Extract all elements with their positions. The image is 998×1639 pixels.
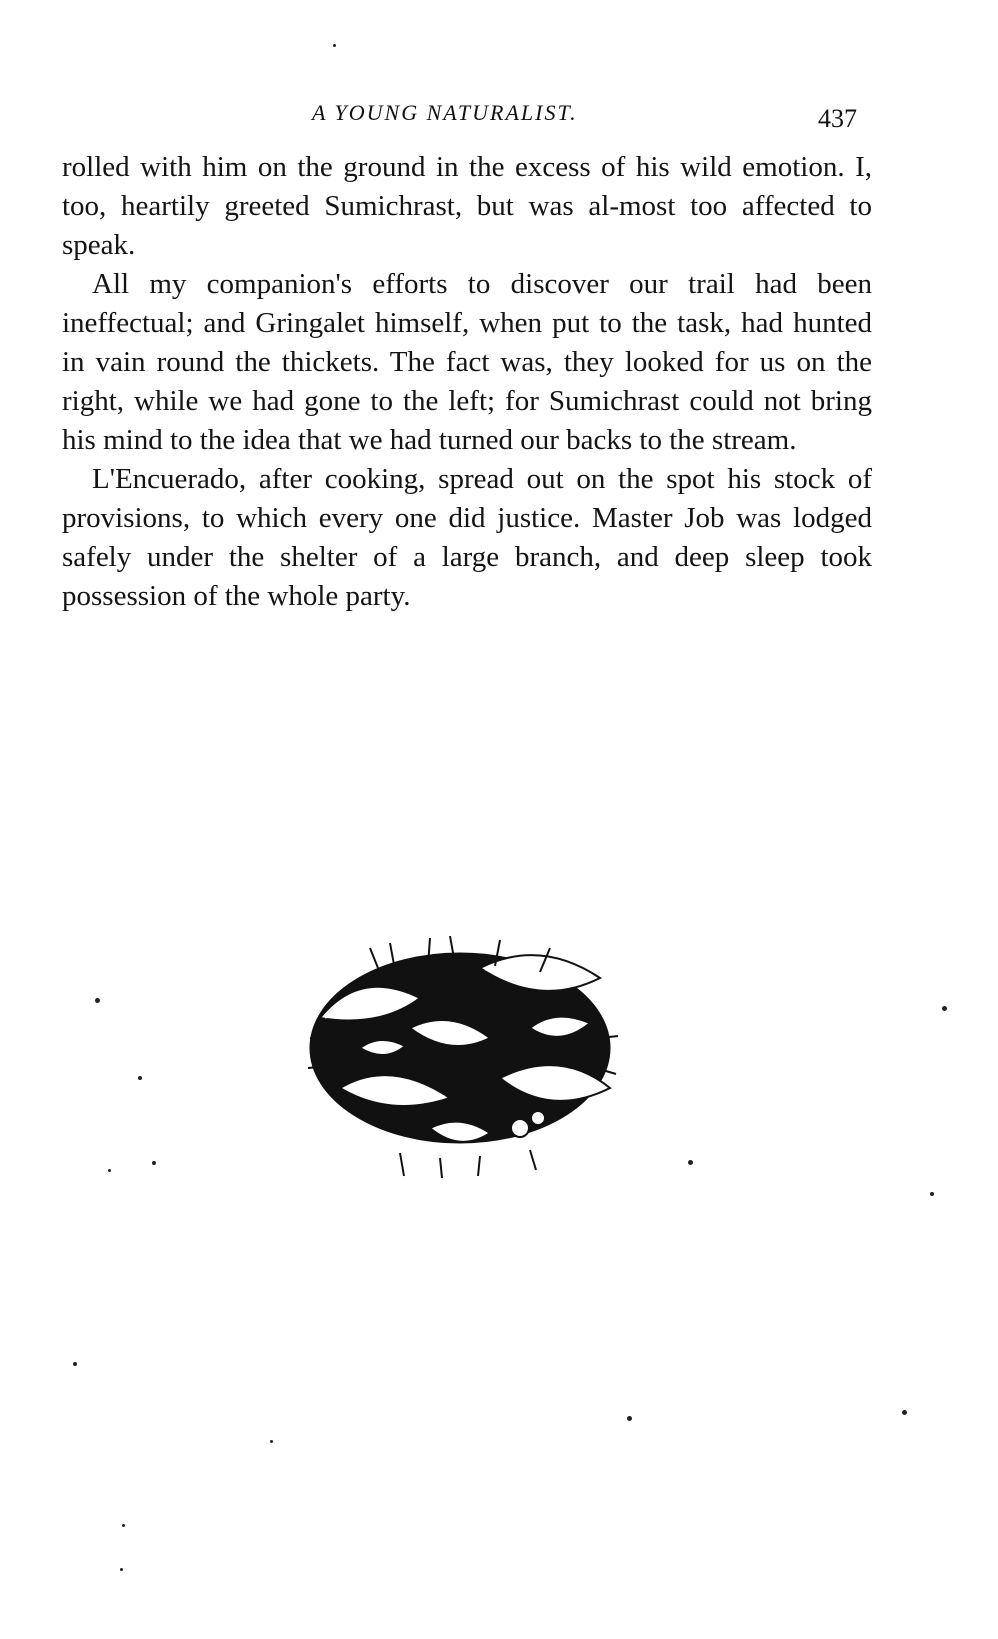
page-number: 437	[818, 104, 857, 133]
paragraph-3: L'Encuerado, after cooking, spread out on the spot his stock of provisions, to which every one did justice. Master Job was lodged safely under the shelter of a large branch, and deep sleep took possession of the whole party.	[62, 463, 872, 612]
running-title: A YOUNG NATURALIST.	[312, 100, 578, 125]
body-text	[62, 148, 872, 616]
paragraph-1: rolled with him on the ground in the excess of his wild emotion. I, too, heartily greeted Sumichrast, but was al-most too affected to speak.	[62, 151, 872, 261]
paragraph-2: All my companion's efforts to discover our trail had been ineffectual; and Gringalet himself, when put to the task, had hunted in vain round the thickets. The fact was, they looked for us on the right, while we had gone to the left; for Sumichrast could not bring his mind to the idea that we had turned our backs to the stream.	[62, 268, 872, 456]
foliage-vignette-illustration	[300, 928, 620, 1178]
running-head	[0, 96, 998, 136]
